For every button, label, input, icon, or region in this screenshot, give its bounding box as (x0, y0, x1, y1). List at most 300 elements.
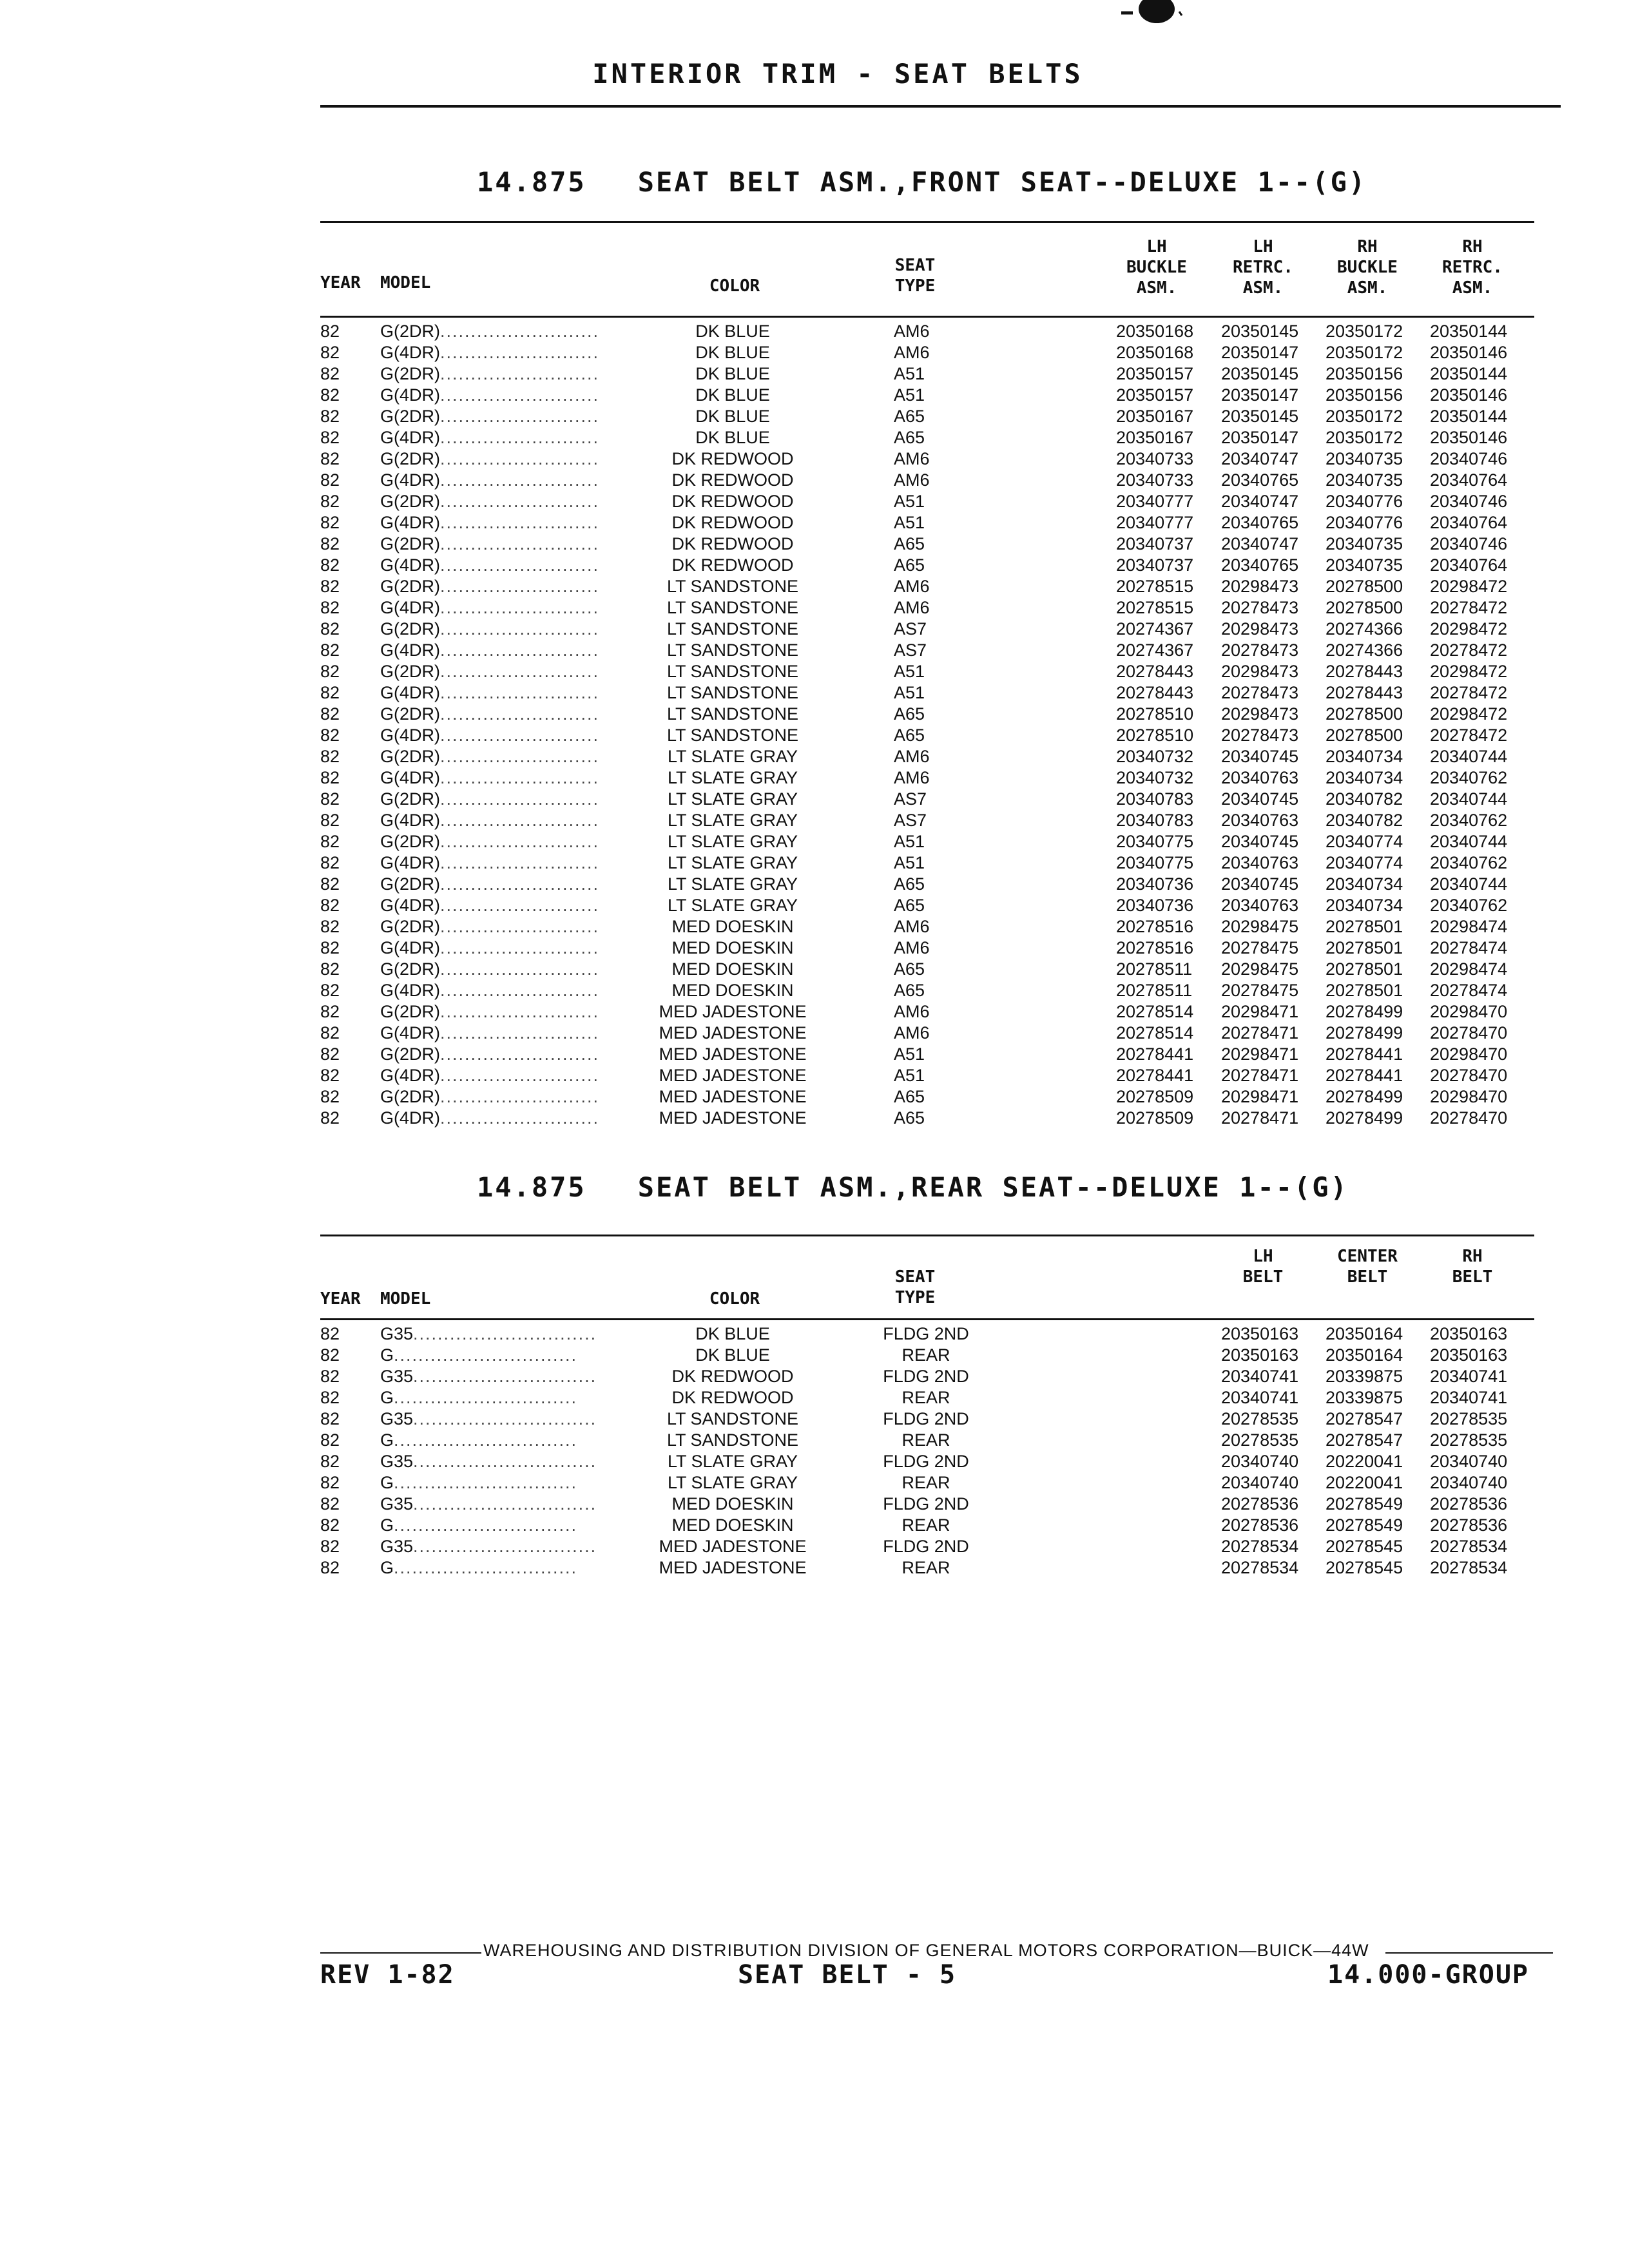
color-cell: DK BLUE (695, 428, 770, 447)
front-section-name: SEAT BELT ASM.,FRONT SEAT--DELUXE 1--(G) (637, 166, 1367, 198)
rh-belt-cell: 20340741 (1430, 1367, 1508, 1386)
model-text: G(4DR) (380, 1023, 440, 1043)
model-text: G(4DR) (380, 385, 440, 405)
year-cell: 82 (320, 407, 340, 426)
model-text: G(2DR) (380, 492, 440, 511)
color-cell: LT SLATE GRAY (667, 747, 798, 766)
year-cell: 82 (320, 1108, 340, 1128)
leader-dots: .......................... (440, 1044, 600, 1064)
table-row (320, 1536, 1545, 1557)
lh-buckle-cell: 20278509 (1116, 1087, 1194, 1106)
model-cell (380, 533, 638, 555)
model-text: G(4DR) (380, 1108, 440, 1128)
year-cell: 82 (320, 1537, 340, 1556)
rh-buckle-cell: 20278499 (1325, 1002, 1403, 1021)
footer-rule-right (1385, 1952, 1553, 1954)
color-cell: DK REDWOOD (671, 513, 794, 532)
lh-retrc-cell: 20350147 (1221, 428, 1299, 447)
leader-dots: .............................. (413, 1409, 597, 1428)
color-cell: DK REDWOOD (671, 492, 794, 511)
seat-type-cell: A65 (894, 428, 925, 447)
model-cell (380, 1108, 638, 1129)
table-row (320, 321, 1545, 342)
model-cell (380, 874, 638, 895)
year-cell: 82 (320, 492, 340, 511)
lh-buckle-cell: 20274367 (1116, 640, 1194, 660)
rh-retrc-cell: 20298470 (1430, 1087, 1508, 1106)
rear-section-name: SEAT BELT ASM.,REAR SEAT--DELUXE 1--(G) (637, 1171, 1349, 1203)
color-cell: MED DOESKIN (671, 1515, 794, 1535)
color-cell: DK BLUE (695, 1324, 770, 1343)
rh-retrc-cell: 20340762 (1430, 853, 1508, 872)
front-header-year: YEAR (320, 273, 361, 293)
lh-buckle-cell: 20340783 (1116, 789, 1194, 809)
model-text: G(4DR) (380, 428, 440, 447)
rh-retrc-cell: 20278470 (1430, 1023, 1508, 1043)
leader-dots: .......................... (440, 832, 600, 851)
year-cell: 82 (320, 385, 340, 405)
seat-type-cell: A65 (894, 896, 925, 915)
rh-retrc-cell: 20278474 (1430, 938, 1508, 957)
model-text: G(4DR) (380, 853, 440, 872)
lh-retrc-cell: 20340747 (1221, 449, 1299, 468)
color-cell: MED DOESKIN (671, 981, 794, 1000)
color-cell: LT SANDSTONE (666, 726, 799, 745)
lh-buckle-cell: 20340775 (1116, 853, 1194, 872)
table-row (320, 1557, 1545, 1579)
table-row (320, 470, 1545, 491)
color-cell: LT SANDSTONE (666, 640, 799, 660)
rh-belt-cell: 20278535 (1430, 1409, 1508, 1428)
seat-type-cell: A51 (894, 513, 925, 532)
model-cell (380, 1451, 638, 1472)
leader-dots: .......................... (440, 1087, 600, 1106)
leader-dots: .......................... (440, 704, 600, 724)
lh-retrc-cell: 20298471 (1221, 1044, 1299, 1064)
table-row (320, 746, 1545, 767)
leader-dots: .......................... (440, 492, 600, 511)
lh-belt-cell: 20278535 (1221, 1409, 1299, 1428)
color-cell: MED JADESTONE (659, 1023, 807, 1043)
seat-type-cell: AM6 (894, 322, 930, 341)
seat-type-cell: A51 (894, 832, 925, 851)
table-row (320, 852, 1545, 874)
model-cell (380, 1001, 638, 1023)
model-cell (380, 661, 638, 682)
model-cell (380, 1086, 638, 1108)
lh-retrc-cell: 20340763 (1221, 768, 1299, 787)
model-text: G(4DR) (380, 513, 440, 532)
year-cell: 82 (320, 768, 340, 787)
leader-dots: .......................... (440, 768, 600, 787)
color-cell: LT SLATE GRAY (667, 853, 798, 872)
seat-type-cell: AM6 (894, 768, 930, 787)
front-parts-table (320, 321, 1545, 1129)
year-cell: 82 (320, 534, 340, 553)
model-cell (380, 555, 638, 576)
lh-retrc-cell: 20298473 (1221, 619, 1299, 639)
rh-buckle-cell: 20274366 (1325, 640, 1403, 660)
model-cell (380, 385, 638, 406)
rh-buckle-cell: 20340774 (1325, 853, 1403, 872)
rear-header-year: YEAR (320, 1289, 361, 1309)
lh-buckle-cell: 20350157 (1116, 385, 1194, 405)
model-text: G(4DR) (380, 1066, 440, 1085)
model-text: G(4DR) (380, 981, 440, 1000)
lh-buckle-cell: 20278515 (1116, 577, 1194, 596)
model-text: G(4DR) (380, 598, 440, 617)
lh-buckle-cell: 20340777 (1116, 513, 1194, 532)
year-cell: 82 (320, 1452, 340, 1471)
color-cell: LT SANDSTONE (666, 683, 799, 702)
leader-dots: .......................... (440, 1023, 600, 1043)
rh-belt-cell: 20278534 (1430, 1537, 1508, 1556)
year-cell: 82 (320, 1367, 340, 1386)
leader-dots: .......................... (440, 1002, 600, 1021)
leader-dots: .............................. (413, 1494, 597, 1514)
color-cell: LT SLATE GRAY (667, 789, 798, 809)
rh-retrc-cell: 20278470 (1430, 1066, 1508, 1085)
center-belt-cell: 20278549 (1325, 1494, 1403, 1514)
color-cell: LT SLATE GRAY (667, 896, 798, 915)
model-text: G35 (380, 1324, 414, 1343)
rear-parts-table (320, 1323, 1545, 1579)
leader-dots: .......................... (440, 917, 600, 936)
color-cell: LT SLATE GRAY (667, 1473, 798, 1492)
center-belt-cell: 20220041 (1325, 1473, 1403, 1492)
model-cell (380, 1065, 638, 1086)
rear-header-bottom-rule (320, 1318, 1534, 1320)
rh-buckle-cell: 20278441 (1325, 1066, 1403, 1085)
model-text: G(4DR) (380, 555, 440, 575)
rh-buckle-cell: 20278501 (1325, 917, 1403, 936)
leader-dots: .............................. (413, 1452, 597, 1471)
lh-buckle-cell: 20278516 (1116, 917, 1194, 936)
lh-buckle-cell: 20278443 (1116, 662, 1194, 681)
rh-retrc-cell: 20350144 (1430, 364, 1508, 383)
color-cell: LT SANDSTONE (666, 662, 799, 681)
seat-type-cell: FLDG 2ND (883, 1537, 969, 1556)
lh-buckle-cell: 20278514 (1116, 1002, 1194, 1021)
rh-buckle-cell: 20278500 (1325, 577, 1403, 596)
lh-belt-cell: 20278535 (1221, 1430, 1299, 1450)
table-row (320, 406, 1545, 427)
center-belt-cell: 20278545 (1325, 1537, 1403, 1556)
leader-dots: .......................... (440, 534, 600, 553)
year-cell: 82 (320, 640, 340, 660)
model-text: G(4DR) (380, 640, 440, 660)
leader-dots: .......................... (440, 449, 600, 468)
table-row (320, 789, 1545, 810)
lh-buckle-cell: 20340733 (1116, 470, 1194, 490)
model-text: G (380, 1345, 394, 1365)
table-row (320, 874, 1545, 895)
seat-type-cell: REAR (901, 1558, 950, 1577)
center-belt-cell: 20350164 (1325, 1345, 1403, 1365)
leader-dots: .......................... (440, 874, 600, 894)
front-header-rh-retrc: RH RETRC. ASM. (1442, 237, 1503, 298)
lh-buckle-cell: 20278511 (1116, 959, 1193, 979)
lh-retrc-cell: 20350145 (1221, 407, 1299, 426)
page-title: INTERIOR TRIM - SEAT BELTS (592, 58, 1083, 90)
model-cell (380, 491, 638, 512)
year-cell: 82 (320, 343, 340, 362)
seat-type-cell: A51 (894, 492, 925, 511)
lh-buckle-cell: 20274367 (1116, 619, 1194, 639)
leader-dots: .......................... (440, 981, 600, 1000)
table-row (320, 661, 1545, 682)
table-row (320, 1366, 1545, 1387)
front-header-bottom-rule (320, 316, 1534, 318)
leader-dots: .......................... (440, 598, 600, 617)
lh-buckle-cell: 20278510 (1116, 704, 1194, 724)
lh-retrc-cell: 20350145 (1221, 364, 1299, 383)
center-belt-cell: 20278547 (1325, 1409, 1403, 1428)
seat-type-cell: AM6 (894, 938, 930, 957)
color-cell: MED DOESKIN (671, 917, 794, 936)
model-cell (380, 831, 638, 852)
year-cell: 82 (320, 1473, 340, 1492)
lh-retrc-cell: 20340763 (1221, 853, 1299, 872)
lh-belt-cell: 20350163 (1221, 1345, 1299, 1365)
rh-buckle-cell: 20350172 (1325, 407, 1403, 426)
rear-header-model: MODEL (380, 1289, 431, 1309)
lh-retrc-cell: 20278473 (1221, 726, 1299, 745)
rh-belt-cell: 20340741 (1430, 1388, 1508, 1407)
table-row (320, 1387, 1545, 1408)
year-cell: 82 (320, 938, 340, 957)
leader-dots: .............................. (413, 1324, 597, 1343)
year-cell: 82 (320, 364, 340, 383)
model-cell (380, 321, 638, 342)
leader-dots: .......................... (440, 555, 600, 575)
model-cell (380, 363, 638, 385)
model-text: G(2DR) (380, 322, 440, 341)
table-row (320, 385, 1545, 406)
year-cell: 82 (320, 853, 340, 872)
rh-buckle-cell: 20340776 (1325, 513, 1403, 532)
color-cell: LT SANDSTONE (666, 704, 799, 724)
model-cell (380, 1323, 638, 1345)
rh-buckle-cell: 20278501 (1325, 959, 1403, 979)
leader-dots: .......................... (440, 789, 600, 809)
color-cell: MED JADESTONE (659, 1044, 807, 1064)
model-cell (380, 746, 638, 767)
year-cell: 82 (320, 598, 340, 617)
model-text: G(4DR) (380, 768, 440, 787)
front-header-lh-buckle: LH BUCKLE ASM. (1126, 237, 1187, 298)
lh-belt-cell: 20340741 (1221, 1367, 1299, 1386)
table-row (320, 640, 1545, 661)
front-header-model: MODEL (380, 273, 431, 293)
leader-dots: .............................. (394, 1473, 578, 1492)
rh-buckle-cell: 20278443 (1325, 683, 1403, 702)
model-cell (380, 682, 638, 704)
rh-buckle-cell: 20278501 (1325, 981, 1403, 1000)
table-row (320, 895, 1545, 916)
table-row (320, 1430, 1545, 1451)
lh-retrc-cell: 20298475 (1221, 959, 1299, 979)
model-cell (380, 852, 638, 874)
lh-retrc-cell: 20350147 (1221, 385, 1299, 405)
lh-belt-cell: 20278536 (1221, 1494, 1299, 1514)
model-cell (380, 767, 638, 789)
lh-buckle-cell: 20340777 (1116, 492, 1194, 511)
lh-belt-cell: 20340740 (1221, 1452, 1299, 1471)
rh-retrc-cell: 20340762 (1430, 768, 1508, 787)
year-cell: 82 (320, 832, 340, 851)
rear-header-lh-belt: LH BELT (1242, 1247, 1284, 1287)
rh-buckle-cell: 20350172 (1325, 343, 1403, 362)
footer-group: 14.000-GROUP (1327, 1960, 1529, 1990)
leader-dots: .............................. (394, 1558, 578, 1577)
color-cell: DK REDWOOD (671, 1367, 794, 1386)
model-text: G(2DR) (380, 407, 440, 426)
rh-buckle-cell: 20340776 (1325, 492, 1403, 511)
color-cell: MED DOESKIN (671, 959, 794, 979)
table-row (320, 1001, 1545, 1023)
leader-dots: .............................. (394, 1515, 578, 1535)
seat-type-cell: A65 (894, 981, 925, 1000)
rh-buckle-cell: 20278501 (1325, 938, 1403, 957)
rh-retrc-cell: 20340744 (1430, 832, 1508, 851)
model-cell (380, 789, 638, 810)
year-cell: 82 (320, 1345, 340, 1365)
lh-retrc-cell: 20278473 (1221, 683, 1299, 702)
model-text: G(4DR) (380, 896, 440, 915)
rh-buckle-cell: 20340735 (1325, 555, 1403, 575)
leader-dots: .......................... (440, 428, 600, 447)
front-header-rh-buckle: RH BUCKLE ASM. (1337, 237, 1398, 298)
lh-buckle-cell: 20340733 (1116, 449, 1194, 468)
lh-buckle-cell: 20350167 (1116, 407, 1194, 426)
table-row (320, 448, 1545, 470)
model-cell (380, 427, 638, 448)
seat-type-cell: A51 (894, 683, 925, 702)
seat-type-cell: FLDG 2ND (883, 1452, 969, 1471)
rh-belt-cell: 20278535 (1430, 1430, 1508, 1450)
year-cell: 82 (320, 981, 340, 1000)
rh-retrc-cell: 20278474 (1430, 981, 1508, 1000)
lh-buckle-cell: 20278441 (1116, 1066, 1194, 1085)
color-cell: DK BLUE (695, 407, 770, 426)
color-cell: MED JADESTONE (659, 1537, 807, 1556)
leader-dots: .......................... (440, 1108, 600, 1128)
lh-buckle-cell: 20278510 (1116, 726, 1194, 745)
lh-retrc-cell: 20340745 (1221, 747, 1299, 766)
rh-belt-cell: 20350163 (1430, 1324, 1508, 1343)
color-cell: MED JADESTONE (659, 1066, 807, 1085)
seat-type-cell: A65 (894, 726, 925, 745)
lh-buckle-cell: 20340775 (1116, 832, 1194, 851)
table-row (320, 363, 1545, 385)
lh-retrc-cell: 20350147 (1221, 343, 1299, 362)
rh-buckle-cell: 20340782 (1325, 811, 1403, 830)
year-cell: 82 (320, 470, 340, 490)
lh-buckle-cell: 20340732 (1116, 768, 1194, 787)
lh-buckle-cell: 20278515 (1116, 598, 1194, 617)
front-section-number: 14.875 (477, 166, 586, 198)
table-row (320, 533, 1545, 555)
lh-belt-cell: 20278534 (1221, 1537, 1299, 1556)
seat-type-cell: A65 (894, 704, 925, 724)
leader-dots: .......................... (440, 938, 600, 957)
rh-retrc-cell: 20340744 (1430, 874, 1508, 894)
seat-type-cell: AM6 (894, 577, 930, 596)
seat-type-cell: REAR (901, 1473, 950, 1492)
lh-retrc-cell: 20278475 (1221, 981, 1299, 1000)
model-text: G(4DR) (380, 726, 440, 745)
color-cell: DK BLUE (695, 364, 770, 383)
model-cell (380, 980, 638, 1001)
table-row (320, 959, 1545, 980)
model-cell (380, 810, 638, 831)
rh-retrc-cell: 20340746 (1430, 534, 1508, 553)
model-text: G(2DR) (380, 959, 440, 979)
rear-header-rh-belt: RH BELT (1452, 1247, 1493, 1287)
rh-buckle-cell: 20340734 (1325, 747, 1403, 766)
leader-dots: .......................... (440, 619, 600, 639)
seat-type-cell: A51 (894, 1066, 925, 1085)
rh-retrc-cell: 20340762 (1430, 811, 1508, 830)
lh-buckle-cell: 20350168 (1116, 343, 1194, 362)
model-cell (380, 1345, 638, 1366)
model-cell (380, 619, 638, 640)
rear-section-number: 14.875 (477, 1171, 586, 1203)
year-cell: 82 (320, 789, 340, 809)
model-text: G(2DR) (380, 619, 440, 639)
year-cell: 82 (320, 1558, 340, 1577)
table-row (320, 342, 1545, 363)
seat-type-cell: AS7 (894, 811, 927, 830)
rh-retrc-cell: 20278472 (1430, 598, 1508, 617)
rh-retrc-cell: 20340764 (1430, 555, 1508, 575)
rh-retrc-cell: 20298470 (1430, 1044, 1508, 1064)
color-cell: DK BLUE (695, 343, 770, 362)
table-row (320, 555, 1545, 576)
rh-retrc-cell: 20298474 (1430, 917, 1508, 936)
lh-retrc-cell: 20340745 (1221, 832, 1299, 851)
table-row (320, 682, 1545, 704)
model-text: G(2DR) (380, 534, 440, 553)
seat-type-cell: AM6 (894, 747, 930, 766)
seat-type-cell: AM6 (894, 917, 930, 936)
year-cell: 82 (320, 874, 340, 894)
leader-dots: .......................... (440, 385, 600, 405)
model-cell (380, 1366, 638, 1387)
year-cell: 82 (320, 1494, 340, 1514)
front-header-top-rule (320, 221, 1534, 223)
center-belt-cell: 20278545 (1325, 1558, 1403, 1577)
color-cell: MED JADESTONE (659, 1087, 807, 1106)
seat-type-cell: AM6 (894, 470, 930, 490)
lh-retrc-cell: 20278473 (1221, 598, 1299, 617)
lh-buckle-cell: 20340736 (1116, 874, 1194, 894)
color-cell: MED JADESTONE (659, 1002, 807, 1021)
leader-dots: .......................... (440, 1066, 600, 1085)
rh-retrc-cell: 20350144 (1430, 407, 1508, 426)
rh-belt-cell: 20278536 (1430, 1494, 1508, 1514)
rh-retrc-cell: 20340762 (1430, 896, 1508, 915)
model-text: G(2DR) (380, 832, 440, 851)
lh-belt-cell: 20278534 (1221, 1558, 1299, 1577)
lh-belt-cell: 20340741 (1221, 1388, 1299, 1407)
footer-division-line: WAREHOUSING AND DISTRIBUTION DIVISION OF GENERAL MOTORS CORPORATION—BUICK—44W (483, 1941, 1369, 1960)
color-cell: LT SLATE GRAY (667, 832, 798, 851)
seat-type-cell: A65 (894, 1087, 925, 1106)
rh-buckle-cell: 20340782 (1325, 789, 1403, 809)
rh-buckle-cell: 20278500 (1325, 726, 1403, 745)
